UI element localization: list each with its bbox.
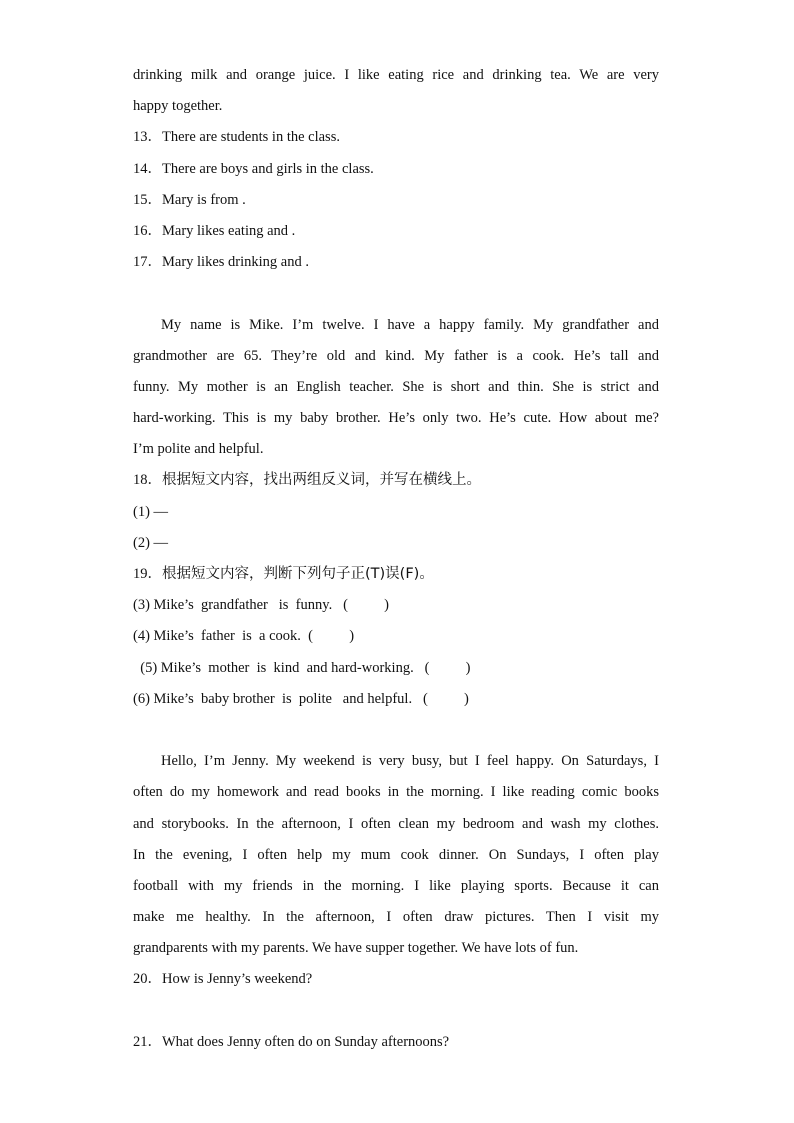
true-false-item: (5) Mike’s mother is kind and hard-working. ( ) xyxy=(133,659,471,676)
question-number: 18． xyxy=(133,472,162,489)
passage2-line: My name is Mike. I’m twelve. I have a happy family. My grandfather and xyxy=(161,316,659,333)
question-19 xyxy=(133,559,659,590)
question-16 xyxy=(133,216,659,247)
question-number: 20． xyxy=(133,971,162,988)
question-text: There are boys and girls in the class. xyxy=(162,160,374,177)
question-text: How is Jenny’s weekend? xyxy=(162,971,313,988)
question-text: 根据短文内容，找出两组反义词，并写在横线上。 xyxy=(162,472,481,489)
true-false-item: (4) Mike’s father is a cook. ( ) xyxy=(133,628,355,645)
question-18 xyxy=(133,465,659,496)
passage1-line: happy together. xyxy=(133,98,223,115)
question-text: Mary likes eating and . xyxy=(162,222,296,239)
question-text: Mary likes drinking and . xyxy=(162,254,309,271)
question-text: There are students in the class. xyxy=(162,129,340,146)
passage2-line: grandmother are 65. They’re old and kind. My father is a cook. He’s tall and xyxy=(133,347,659,364)
question-13 xyxy=(133,122,659,153)
answer-item: (2) — xyxy=(133,534,169,551)
passage2-line: hard-working. This is my baby brother. He’s only two. He’s cute. How about me? xyxy=(133,410,659,427)
passage3-line: often do my homework and read books in the morning. I like reading comic books xyxy=(133,784,659,801)
question-15 xyxy=(133,185,659,216)
true-false-item: (6) Mike’s baby brother is polite and helpful. ( ) xyxy=(133,690,469,707)
passage3-line: grandparents with my parents. We have supper together. We have lots of fun. xyxy=(133,940,579,957)
passage3-line: football with my friends in the morning. I like playing sports. Because it can xyxy=(133,877,659,894)
question-number: 16． xyxy=(133,222,162,239)
true-false-item: (3) Mike’s grandfather is funny. ( ) xyxy=(133,597,389,614)
passage2-line: I’m polite and helpful. xyxy=(133,441,264,458)
question-number: 13． xyxy=(133,129,162,146)
passage3-line: and storybooks. In the afternoon, I often clean my bedroom and wash my clothes. xyxy=(133,815,659,832)
passage2-line: funny. My mother is an English teacher. She is short and thin. She is strict and xyxy=(133,378,659,395)
spacer xyxy=(133,278,659,309)
spacer xyxy=(133,715,659,746)
question-20 xyxy=(133,964,659,995)
question-number: 17． xyxy=(133,254,162,271)
passage1-line: drinking milk and orange juice. I like eating rice and drinking tea. We are very xyxy=(133,67,659,83)
document-content xyxy=(133,60,659,1058)
question-number: 15． xyxy=(133,191,162,208)
passage3-line: make me healthy. In the afternoon, I often draw pictures. Then I visit my xyxy=(133,909,659,926)
question-14 xyxy=(133,154,659,185)
answer-space xyxy=(133,996,659,1027)
question-number: 14． xyxy=(133,160,162,177)
question-text: Mary is from . xyxy=(162,191,246,208)
answer-item: (1) — xyxy=(133,503,169,520)
passage3-line: In the evening, I often help my mum cook dinner. On Sundays, I often play xyxy=(133,846,659,863)
question-21 xyxy=(133,1027,659,1058)
question-number: 19． xyxy=(133,566,162,582)
question-text: What does Jenny often do on Sunday afternoons? xyxy=(162,1033,450,1050)
passage3-line: Hello, I’m Jenny. My weekend is very busy, but I feel happy. On Saturdays, I xyxy=(161,753,659,770)
question-text: 根据短文内容，判断下列句子正(T)误(F)。 xyxy=(162,566,434,582)
question-17 xyxy=(133,247,659,278)
question-number: 21． xyxy=(133,1033,162,1050)
